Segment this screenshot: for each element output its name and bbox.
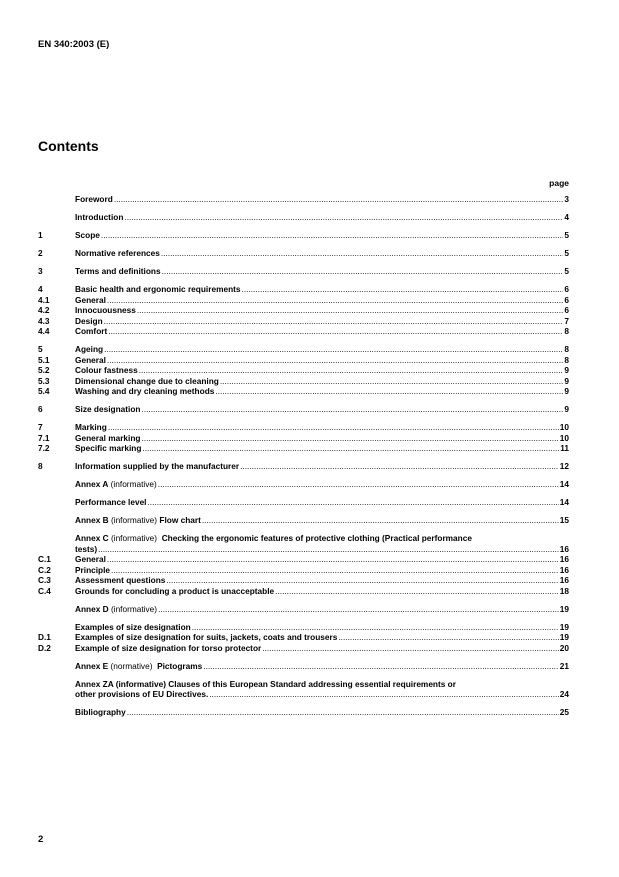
toc-entry-number: 7 [38, 422, 43, 432]
toc-entry-page: 8 [564, 354, 569, 365]
toc-entry[interactable] [38, 266, 569, 277]
dot-leader [114, 194, 564, 205]
toc-entry-page: 6 [564, 294, 569, 305]
toc-entry-title-text: General [75, 294, 106, 305]
dot-leader [158, 479, 559, 490]
toc-entry-number: 4.2 [38, 305, 50, 315]
toc-entry-title-text: Annex A [75, 479, 109, 489]
toc-entry-title [75, 355, 106, 366]
toc-entry-page: 19 [559, 603, 569, 614]
toc-entry-title [75, 326, 107, 337]
toc-entry-title-text: Examples of size designation [75, 621, 191, 632]
toc-entry[interactable] [38, 230, 569, 241]
toc-entry-page: 16 [559, 543, 569, 554]
toc-entry-page: 19 [559, 632, 569, 642]
toc-entry-page: 15 [559, 515, 569, 525]
toc-entry-title [75, 575, 165, 586]
toc-entry[interactable] [75, 544, 569, 555]
toc-entry-title [75, 248, 160, 259]
toc-entry-page: 8 [564, 326, 569, 336]
toc-entry[interactable] [38, 443, 569, 454]
toc-entry-number: C.1 [38, 554, 51, 564]
toc-entry-title-text: Specific marking [75, 443, 142, 453]
toc-entry-page: 18 [559, 585, 569, 596]
toc-entry-annex-title: Pictograms [157, 660, 203, 671]
toc-entry-annex-type: (informative) [108, 603, 158, 614]
toc-entry-page: 16 [559, 554, 569, 564]
toc-entry-title [75, 376, 219, 387]
toc-entry-number: 4.3 [38, 315, 50, 326]
dot-leader [141, 404, 563, 415]
toc-entry-page: 5 [564, 230, 569, 240]
toc-entry-title [75, 689, 208, 700]
toc-entry[interactable] [38, 248, 569, 259]
toc-entry-title [75, 295, 106, 306]
toc-entry-title-text: Basic health and ergonomic requirements [75, 284, 241, 294]
toc-entry[interactable] [38, 643, 569, 654]
toc-entry-page: 16 [559, 575, 569, 585]
toc-entry-page: 12 [559, 461, 569, 471]
toc-entry-title-text: Annex D [75, 603, 109, 614]
toc-entry-title [75, 554, 106, 565]
toc-entry-number: 5.3 [38, 375, 50, 386]
dot-leader [242, 284, 564, 295]
toc-entry[interactable] [38, 376, 569, 387]
toc-entry-title-text: other provisions of EU Directives. [75, 689, 209, 699]
dot-leader [162, 266, 564, 277]
toc-entry-title-text: Annex B [75, 515, 109, 525]
toc-entry-title-text: Principle [75, 564, 111, 575]
toc-entry-title [75, 433, 140, 444]
toc-entry-number: C.2 [38, 564, 51, 575]
dot-leader [98, 544, 559, 555]
toc-entry-page: 4 [564, 212, 569, 222]
toc-entry-title-text: Assessment questions [75, 575, 166, 585]
toc-entry-number: D.2 [38, 642, 51, 653]
toc-entry-number: 7.2 [38, 443, 50, 453]
toc-entry-title-text: Annex C [75, 533, 109, 543]
toc-entry[interactable] [75, 689, 569, 700]
toc-entry-title [75, 643, 261, 654]
dot-leader [124, 212, 563, 223]
toc-entry-title [75, 497, 146, 508]
toc-entry[interactable] [38, 515, 569, 526]
toc-entry-annex-type: (informative) [108, 533, 162, 543]
toc-entry[interactable] [38, 295, 569, 306]
toc-entry-number: 4.1 [38, 294, 50, 305]
toc-entry-number: 2 [38, 248, 43, 258]
toc-entry-page: 14 [559, 479, 569, 489]
toc-entry-title [75, 344, 103, 355]
dot-leader [209, 689, 559, 700]
toc-entry-title-text: tests) [75, 543, 98, 554]
dot-leader [139, 365, 564, 376]
toc-entry-title [75, 305, 136, 316]
toc-entry-page: 6 [564, 284, 569, 294]
toc-entry-page: 19 [559, 621, 569, 632]
dot-leader [107, 554, 559, 565]
dot-leader [166, 575, 558, 586]
dot-leader [104, 344, 563, 355]
table-of-contents [38, 194, 569, 718]
toc-entry[interactable] [38, 212, 569, 223]
toc-entry[interactable] [38, 632, 569, 643]
toc-entry-title-text: General [75, 554, 106, 564]
toc-entry-page: 9 [564, 386, 569, 396]
toc-entry[interactable] [38, 497, 569, 508]
toc-entry-number: 4.4 [38, 326, 50, 336]
toc-entry-title [75, 386, 214, 397]
toc-entry[interactable] [38, 404, 569, 415]
toc-entry-title-text: Bibliography [75, 707, 126, 717]
dot-leader [215, 386, 563, 397]
toc-entry-title-text: General marking [75, 432, 141, 443]
toc-entry-page: 9 [564, 365, 569, 375]
toc-entry-title-text: Information supplied by the manufacturer [75, 461, 240, 471]
toc-entry-title [75, 212, 123, 223]
dot-leader [220, 376, 564, 387]
toc-entry-page: 5 [564, 266, 569, 276]
toc-entry-page: 21 [559, 660, 569, 671]
toc-entry-title-text: Examples of size designation for suits, jackets, coats and trousers [75, 632, 338, 642]
toc-entry-title [75, 266, 161, 277]
dot-leader [104, 316, 564, 327]
toc-entry-title [75, 544, 97, 555]
toc-entry-title-text: Grounds for concluding a product is unacceptable [75, 585, 275, 596]
page-number: 2 [38, 834, 44, 845]
toc-entry[interactable] [38, 586, 569, 597]
toc-entry-title [75, 586, 274, 597]
toc-entry-title [75, 707, 126, 718]
toc-entry-title [75, 679, 456, 690]
toc-entry[interactable] [38, 284, 569, 295]
dot-leader [275, 586, 559, 597]
dot-leader [202, 515, 559, 526]
toc-entry-page: 20 [559, 642, 569, 653]
toc-entry-page: 6 [564, 305, 569, 315]
toc-entry-number: 3 [38, 266, 43, 276]
toc-entry[interactable] [38, 305, 569, 316]
toc-entry-number: 4 [38, 284, 43, 294]
toc-entry-title [75, 443, 141, 454]
toc-entry-title-text: General [75, 354, 106, 365]
toc-entry[interactable] [38, 344, 569, 355]
toc-entry-title [75, 284, 241, 295]
toc-entry-annex-title: Checking the ergonomic features of protective clothing (Practical performance [161, 533, 472, 543]
toc-entry[interactable] [38, 604, 569, 615]
toc-entry-title [75, 604, 157, 615]
dot-leader [101, 230, 563, 241]
toc-entry-annex-title: Flow chart [159, 515, 201, 525]
toc-entry[interactable] [38, 565, 569, 576]
dot-leader [240, 461, 559, 472]
toc-entry-page: 9 [564, 375, 569, 386]
document-id: EN 340:2003 (E) [38, 39, 110, 50]
dot-leader [108, 422, 559, 433]
toc-entry-title [75, 194, 113, 205]
toc-entry-title [75, 565, 110, 576]
dot-leader [192, 622, 559, 633]
toc-entry-title-text: Dimensional change due to cleaning [75, 375, 219, 386]
toc-entry-title-text: Annex ZA (informative) Clauses of this European Standard addressing essential requirements or [75, 678, 456, 689]
dot-leader [147, 497, 558, 508]
dot-leader [107, 355, 563, 366]
toc-entry-title-text: Colour fastness [75, 365, 138, 375]
toc-entry-number: 5 [38, 344, 43, 354]
toc-entry[interactable] [38, 575, 569, 586]
toc-entry[interactable] [38, 386, 569, 397]
toc-entry-title [75, 422, 107, 433]
toc-entry-title-text: Annex E [75, 660, 109, 671]
toc-entry-number: 8 [38, 461, 43, 471]
toc-entry-title-text: Ageing [75, 344, 104, 354]
dot-leader [158, 604, 559, 615]
toc-entry-title [75, 533, 472, 544]
toc-entry-page: 3 [564, 194, 569, 204]
toc-entry[interactable] [38, 679, 569, 690]
toc-entry-title [75, 632, 337, 643]
toc-entry-title [75, 661, 202, 672]
toc-entry-title-text: Design [75, 315, 103, 326]
toc-entry-number: D.1 [38, 632, 51, 642]
toc-entry-title-text: Introduction [75, 212, 124, 222]
toc-entry[interactable] [38, 707, 569, 718]
toc-entry-title-text: Scope [75, 230, 100, 240]
toc-entry[interactable] [38, 326, 569, 337]
dot-leader [203, 661, 559, 672]
dot-leader [161, 248, 564, 259]
toc-entry-title-text: Normative references [75, 248, 160, 258]
toc-entry-page: 11 [560, 443, 569, 453]
toc-entry-title [75, 515, 201, 526]
toc-entry-number: 5.2 [38, 365, 50, 375]
toc-entry[interactable] [38, 533, 569, 544]
toc-entry-page: 9 [564, 404, 569, 414]
dot-leader [111, 565, 559, 576]
toc-entry[interactable] [38, 433, 569, 444]
toc-entry-number: 5.1 [38, 354, 50, 365]
dot-leader [141, 433, 558, 444]
dot-leader [108, 326, 563, 337]
toc-entry-page: 14 [559, 497, 569, 507]
toc-entry-page: 25 [559, 707, 569, 717]
dot-leader [142, 443, 559, 454]
toc-entry-title-text: Size designation [75, 404, 141, 414]
toc-entry-title [75, 365, 138, 376]
toc-entry-page: 16 [559, 564, 569, 575]
toc-entry[interactable] [38, 194, 569, 205]
toc-entry-title-text: Comfort [75, 326, 108, 336]
toc-entry-number: C.4 [38, 585, 51, 596]
toc-entry-page: 10 [559, 422, 569, 432]
toc-entry[interactable] [38, 622, 569, 633]
toc-entry-annex-type: (informative) [108, 479, 157, 489]
toc-entry-title-text: Performance level [75, 497, 147, 507]
toc-entry-title-text: Innocuousness [75, 305, 136, 315]
toc-entry-number: 1 [38, 230, 43, 240]
toc-entry-number: 7.1 [38, 432, 50, 443]
toc-entry-title-text: Washing and dry cleaning methods [75, 386, 215, 396]
toc-entry[interactable] [38, 479, 569, 490]
toc-entry[interactable] [38, 661, 569, 672]
toc-entry[interactable] [38, 422, 569, 433]
toc-entry-title [75, 622, 191, 633]
toc-entry[interactable] [38, 461, 569, 472]
page-column-label: page [549, 178, 569, 188]
toc-entry-annex-type: (informative) [108, 515, 160, 525]
toc-entry-page: 8 [564, 344, 569, 354]
toc-entry[interactable] [38, 554, 569, 565]
contents-title: Contents [38, 138, 99, 154]
toc-entry-number: C.3 [38, 575, 51, 585]
toc-entry-title [75, 461, 239, 472]
toc-entry-number: 5.4 [38, 386, 50, 396]
toc-entry[interactable] [38, 316, 569, 327]
toc-entry[interactable] [38, 355, 569, 366]
toc-entry[interactable] [38, 365, 569, 376]
dot-leader [137, 305, 564, 316]
dot-leader [107, 295, 563, 306]
toc-entry-annex-type: (normative) [108, 660, 158, 671]
toc-entry-page: 24 [559, 689, 569, 699]
toc-entry-page: 10 [559, 432, 569, 443]
toc-entry-title-text: Terms and definitions [75, 266, 161, 276]
toc-entry-page: 5 [564, 248, 569, 258]
toc-entry-title [75, 230, 100, 241]
toc-entry-title-text: Foreword [75, 194, 113, 204]
toc-entry-title-text: Example of size designation for torso protector [75, 642, 262, 653]
toc-entry-title [75, 479, 157, 490]
dot-leader [338, 632, 558, 643]
toc-entry-title [75, 404, 140, 415]
toc-entry-title [75, 316, 103, 327]
dot-leader [262, 643, 559, 654]
toc-entry-title-text: Marking [75, 422, 107, 432]
dot-leader [127, 707, 559, 718]
toc-entry-page: 7 [564, 315, 569, 326]
toc-entry-number: 6 [38, 404, 43, 414]
